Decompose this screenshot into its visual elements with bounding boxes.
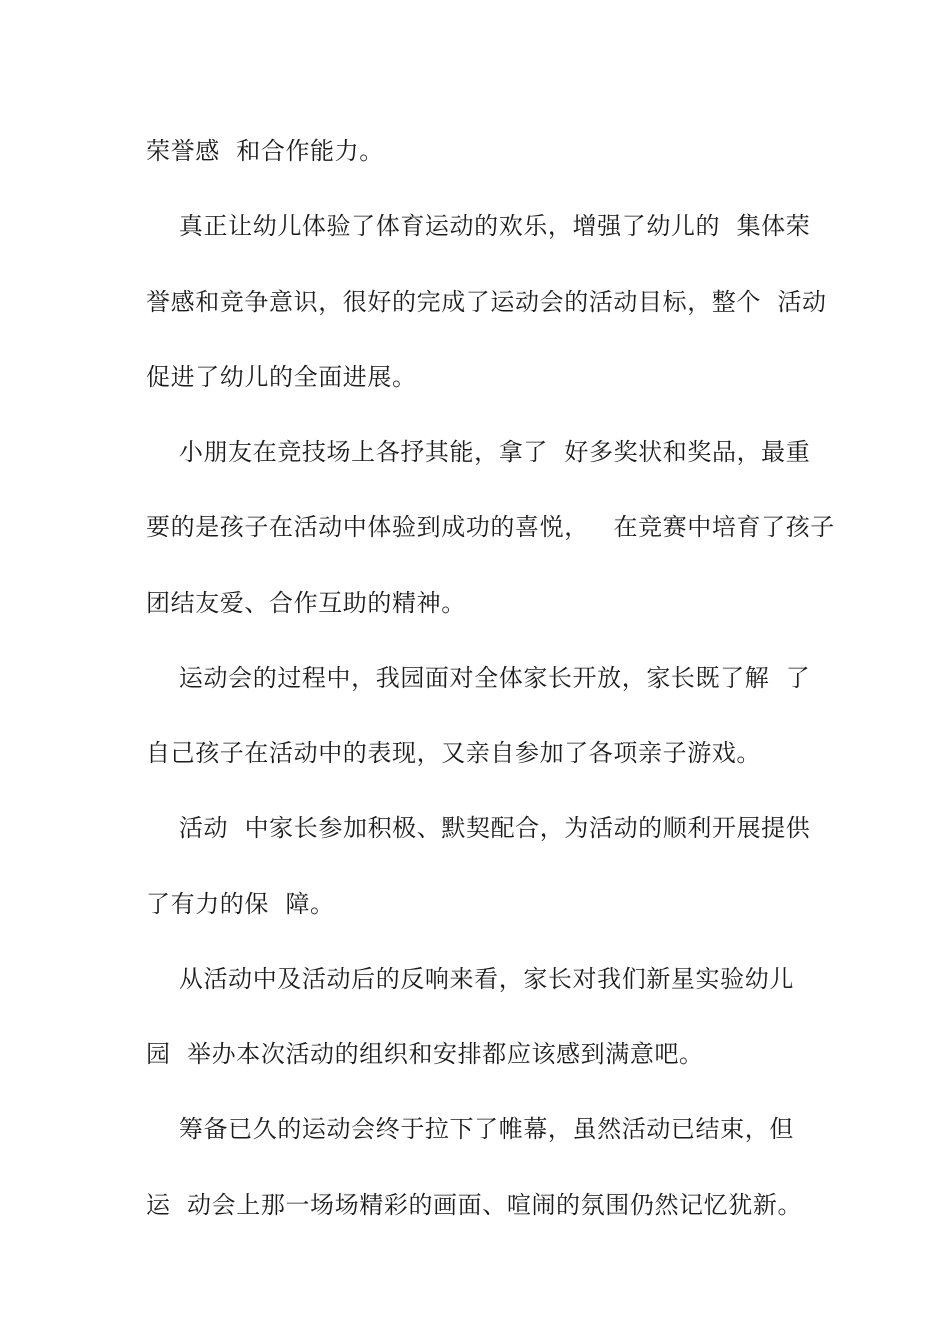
text-line: 园 举办本次活动的组织和安排都应该感到满意吧。 xyxy=(146,1040,704,1068)
text-line: 了有力的保 障。 xyxy=(146,890,335,918)
text-line: 运 动会上那一场场精彩的画面、喧闹的氛围仍然记忆犹新。 xyxy=(146,1191,803,1219)
text-line: 小朋友在竞技场上各抒其能，拿了 好多奖状和奖品，最重 xyxy=(146,438,811,466)
text-line: 自己孩子在活动中的表现，又亲自参加了各项亲子游戏。 xyxy=(146,739,761,767)
text-line: 要的是孩子在活动中体验到成功的喜悦， 在竞赛中培育了孩子 xyxy=(146,513,835,541)
text-line: 筹备已久的运动会终于拉下了帷幕，虽然活动已结束，但 xyxy=(146,1115,794,1143)
text-line: 活动 中家长参加积极、默契配合，为活动的顺利开展提供 xyxy=(146,814,811,842)
text-line: 真正让幼儿体验了体育运动的欢乐，增强了幼儿的 集体荣 xyxy=(146,212,811,240)
text-line: 荣誉感 和合作能力。 xyxy=(146,137,384,165)
text-line: 促进了幼儿的全面进展。 xyxy=(146,363,417,391)
text-line: 团结友爱、合作互助的精神。 xyxy=(146,589,466,617)
text-line: 从活动中及活动后的反响来看，家长对我们新星实验幼儿 xyxy=(146,965,794,993)
text-line: 誉感和竞争意识，很好的完成了运动会的活动目标，整个 活动 xyxy=(146,288,827,316)
text-line: 运动会的过程中，我园面对全体家长开放，家长既了解 了 xyxy=(146,664,811,692)
